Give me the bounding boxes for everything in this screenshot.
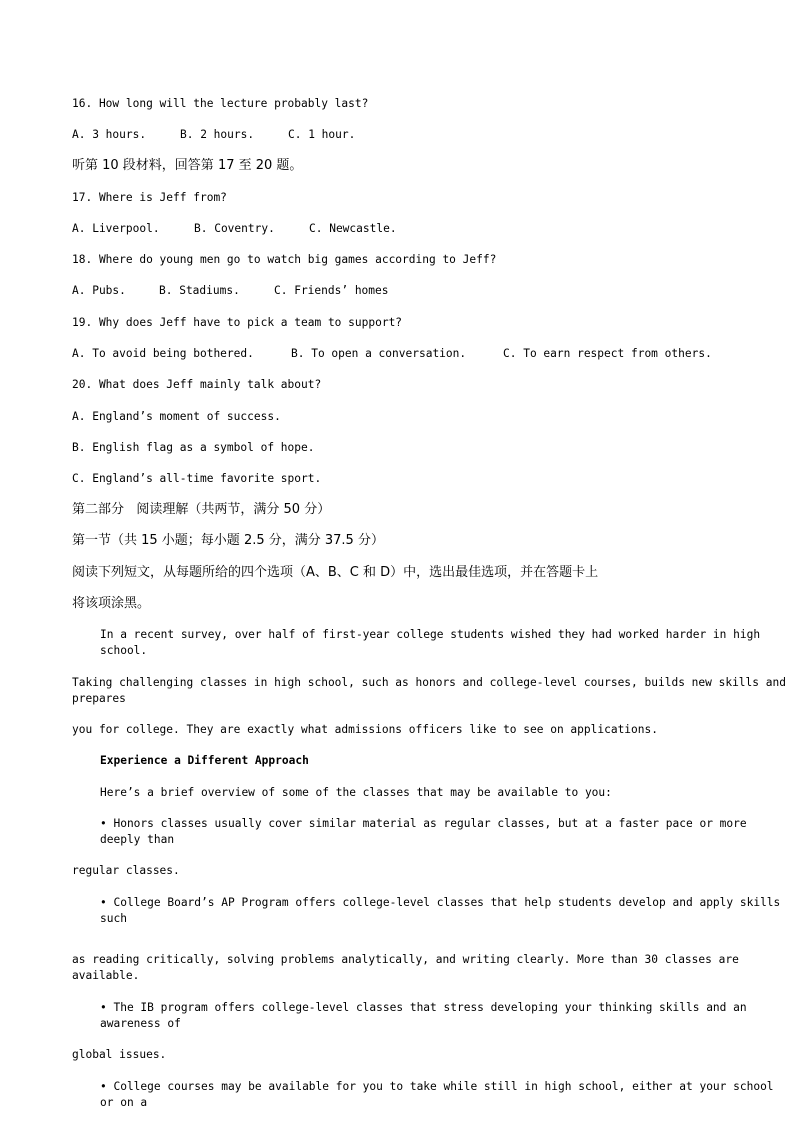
option-c: C. Friends’ homes: [274, 284, 389, 297]
passage-paragraph: In a recent survey, over half of first-year college students wished they had worked harder in high school.: [100, 628, 761, 657]
option-b: B. Coventry.: [194, 222, 275, 235]
question-16: 16. How long will the lecture probably last?: [72, 97, 369, 110]
option-b: B. To open a conversation.: [291, 347, 467, 360]
question-20-option-b: B. English flag as a symbol of hope.: [72, 441, 315, 454]
section-instruction: 听第 10 段材料，回答第 17 至 20 题。: [72, 158, 303, 173]
passage-paragraph: Taking challenging classes in high school, such as honors and college-level courses, builds new skills and prepares: [72, 676, 786, 705]
bullet-continuation: global issues.: [72, 1048, 167, 1061]
option-a: A. To avoid being bothered.: [72, 347, 254, 360]
reading-instruction-line-1: 阅读下列短文，从每题所给的四个选项（A、B、C 和 D）中，选出最佳选项，并在答题卡上: [72, 565, 599, 580]
bullet-item: • College courses may be available for you to take while still in high school, either at your school or on a: [100, 1080, 774, 1109]
question-17: 17. Where is Jeff from?: [72, 191, 227, 204]
bullet-continuation: as reading critically, solving problems analytically, and writing clearly. More than 30 classes are available.: [72, 953, 739, 982]
bullet-item: • College Board’s AP Program offers college-level classes that help students develop and apply skills such: [100, 896, 781, 925]
option-a: A. Pubs.: [72, 284, 126, 297]
option-b: B. Stadiums.: [159, 284, 240, 297]
reading-instruction-line-2: 将该项涂黑。: [72, 596, 151, 611]
option-b: B. 2 hours.: [180, 128, 255, 141]
option-c: C. 1 hour.: [288, 128, 356, 141]
part-two-title: 第二部分 阅读理解（共两节，满分 50 分）: [72, 502, 331, 517]
section-one-title: 第一节（共 15 小题；每小题 2.5 分，满分 37.5 分）: [72, 533, 384, 548]
bullet-item: • The IB program offers college-level classes that stress developing your thinking skills and an awareness of: [100, 1001, 747, 1030]
question-18: 18. Where do young men go to watch big games according to Jeff?: [72, 253, 497, 266]
question-20-option-c: C. England’s all-time favorite sport.: [72, 472, 322, 485]
option-c: C. To earn respect from others.: [503, 347, 712, 360]
passage-paragraph: you for college. They are exactly what admissions officers like to see on applications.: [72, 723, 658, 736]
option-c: C. Newcastle.: [309, 222, 397, 235]
question-20-option-a: A. England’s moment of success.: [72, 410, 281, 423]
question-19: 19. Why does Jeff have to pick a team to support?: [72, 316, 403, 329]
question-20: 20. What does Jeff mainly talk about?: [72, 378, 322, 391]
option-a: A. 3 hours.: [72, 128, 147, 141]
option-a: A. Liverpool.: [72, 222, 160, 235]
passage-paragraph: Here’s a brief overview of some of the classes that may be available to you:: [100, 786, 612, 799]
passage-heading: Experience a Different Approach: [100, 754, 309, 767]
bullet-continuation: regular classes.: [72, 864, 180, 877]
bullet-item: • Honors classes usually cover similar material as regular classes, but at a faster pace or more deeply than: [100, 817, 747, 846]
